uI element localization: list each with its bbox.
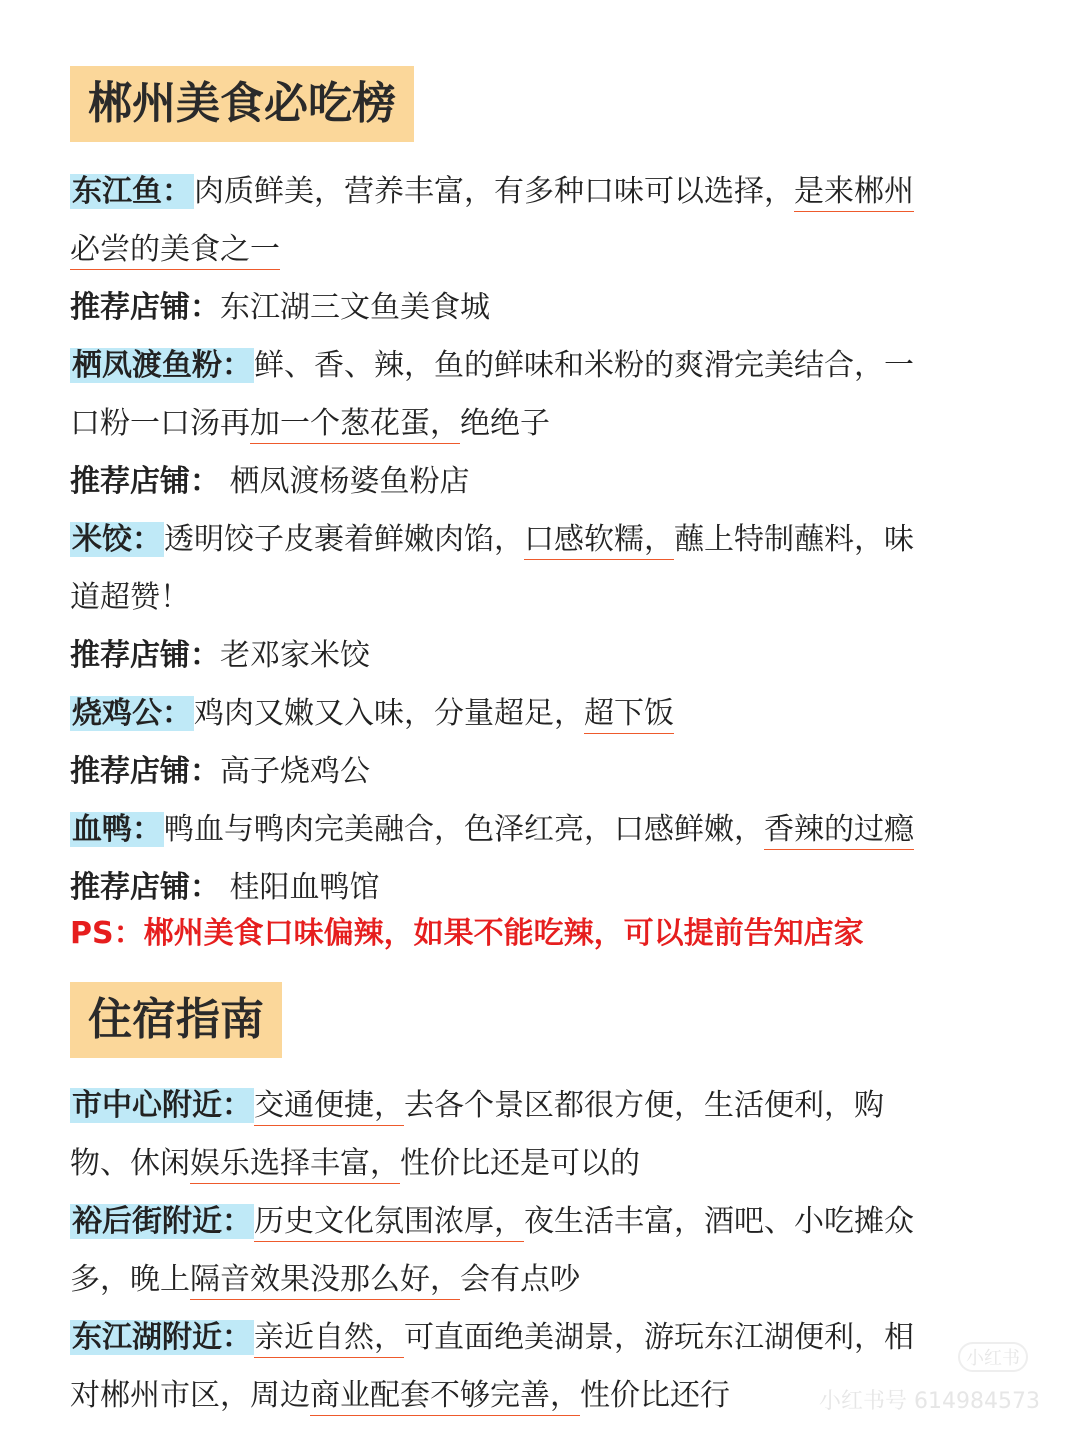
shop-name: 老邓家米饺: [220, 638, 370, 673]
yuhou-street-desc: [70, 1202, 1015, 1242]
desc-text: 鲜、香、辣，鱼的鲜味和米粉的爽滑完美结合，一: [254, 348, 914, 383]
desc-text: 道超赞！: [70, 580, 190, 615]
dongjiang-fish-shop: [70, 288, 1015, 328]
desc-text: 鸭血与鸭肉完美融合，色泽红亮，口感鲜嫩，: [164, 812, 764, 847]
ps-note: PS：郴州美食口味偏辣，如果不能吃辣，可以提前告知店家: [70, 916, 864, 951]
area-label: 市中心附近：: [72, 1088, 252, 1123]
qifengdu-noodle-desc: [70, 346, 1015, 386]
dish-label: 血鸭：: [72, 812, 162, 847]
desc-text: 可直面绝美湖景，游玩东江湖便利，相: [404, 1320, 914, 1355]
highlight-text: 必尝的美食之一: [70, 232, 280, 270]
highlight-text: 加一个葱花蛋，: [250, 406, 460, 444]
shop-name: 高子烧鸡公: [220, 754, 370, 789]
shop-name: 东江湖三文鱼美食城: [220, 290, 490, 325]
highlight-text: 商业配套不够完善，: [310, 1378, 580, 1416]
shop-name: 桂阳血鸭馆: [220, 870, 380, 905]
highlight-text: 隔音效果没那么好，: [190, 1262, 460, 1300]
highlight-text: 口感软糯，: [524, 522, 674, 560]
dish-label: 栖凤渡鱼粉：: [72, 348, 252, 383]
desc-text: 绝绝子: [460, 406, 550, 441]
shop-label: 推荐店铺：: [70, 638, 220, 673]
watermark-id: 小红书号 614984573: [819, 1389, 1040, 1414]
highlight-text: 香辣的过瘾: [764, 812, 914, 850]
qifengdu-noodle-desc-cont: [70, 404, 1015, 444]
desc-text: 对郴州市区，周边: [70, 1378, 310, 1413]
dongjiang-lake-desc: [70, 1318, 1015, 1358]
area-label: 东江湖附近：: [72, 1320, 252, 1355]
blood-duck-shop: [70, 868, 1015, 908]
desc-text: 去各个景区都很方便，生活便利，购: [404, 1088, 884, 1123]
desc-text: 口粉一口汤再: [70, 406, 250, 441]
rice-dumpling-shop: [70, 636, 1015, 676]
area-label: 裕后街附近：: [72, 1204, 252, 1239]
desc-text: 性价比还是可以的: [400, 1146, 640, 1181]
roast-chicken-shop: [70, 752, 1015, 792]
highlight-text: 亲近自然，: [254, 1320, 404, 1358]
desc-text: 透明饺子皮裹着鲜嫩肉馅，: [164, 522, 524, 557]
desc-text: 多，晚上: [70, 1262, 190, 1297]
qifengdu-noodle-shop: [70, 462, 1015, 502]
shop-label: 推荐店铺：: [70, 870, 220, 905]
rice-dumpling-desc: [70, 520, 1015, 560]
desc-text: 会有点吵: [460, 1262, 580, 1297]
desc-text: 物、休闲: [70, 1146, 190, 1181]
highlight-text: 是来郴州: [794, 174, 914, 212]
highlight-text: 娱乐选择丰富，: [190, 1146, 400, 1184]
shop-label: 推荐店铺：: [70, 464, 220, 499]
dish-label: 烧鸡公：: [72, 696, 192, 731]
dongjiang-fish-desc-cont: [70, 230, 1015, 270]
city-center-desc-cont: [70, 1144, 1015, 1184]
stay-section-title: 住宿指南: [70, 982, 282, 1058]
highlight-text: 历史文化氛围浓厚，: [254, 1204, 524, 1242]
shop-name: 栖凤渡杨婆鱼粉店: [220, 464, 470, 499]
yuhou-street-desc-cont: [70, 1260, 1015, 1300]
dish-label: 米饺：: [72, 522, 162, 557]
dongjiang-fish-desc: [70, 172, 1015, 212]
city-center-desc: [70, 1086, 1015, 1126]
rice-dumpling-desc-cont: [70, 578, 1015, 618]
desc-text: 鸡肉又嫩又入味，分量超足，: [194, 696, 584, 731]
shop-label: 推荐店铺：: [70, 290, 220, 325]
roast-chicken-desc: [70, 694, 1015, 734]
desc-text: 蘸上特制蘸料，味: [674, 522, 914, 557]
blood-duck-desc: [70, 810, 1015, 850]
desc-text: 性价比还行: [580, 1378, 730, 1413]
desc-text: 肉质鲜美，营养丰富，有多种口味可以选择，: [194, 174, 794, 209]
desc-text: 夜生活丰富，酒吧、小吃摊众: [524, 1204, 914, 1239]
highlight-text: 超下饭: [584, 696, 674, 734]
highlight-text: 交通便捷，: [254, 1088, 404, 1126]
watermark-logo: 小红书: [958, 1342, 1028, 1372]
shop-label: 推荐店铺：: [70, 754, 220, 789]
food-section-title: 郴州美食必吃榜: [70, 66, 414, 142]
dish-label: 东江鱼：: [72, 174, 192, 209]
